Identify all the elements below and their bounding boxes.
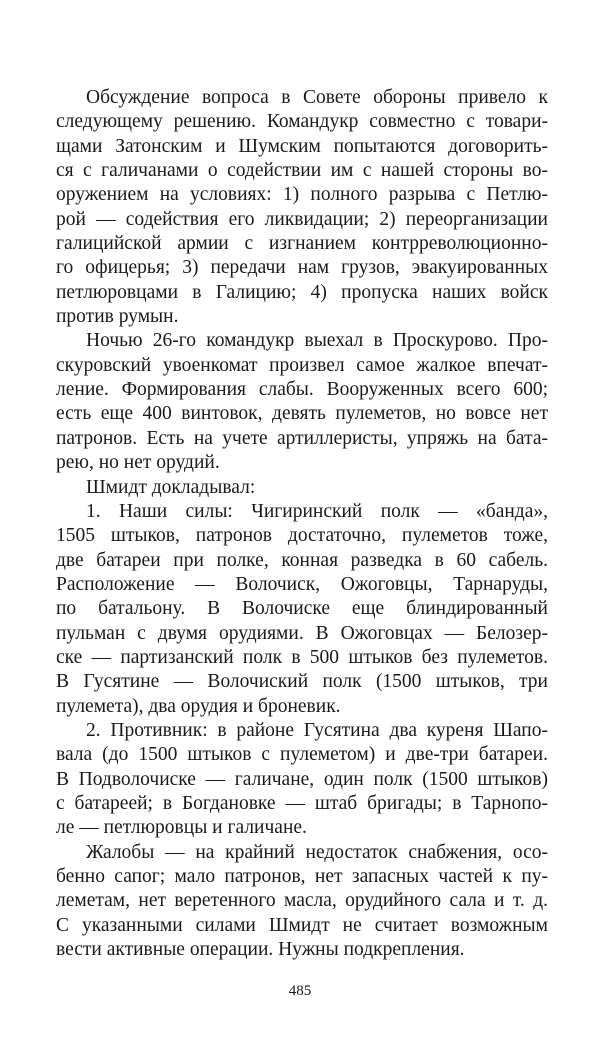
text-line: с батареей; в Богдановке — штаб бригады; в Тарнопо- [56,792,548,814]
text-line: петлюровцами в Галицию; 4) пропуска наших войск [56,281,548,303]
text-line: вести активные операции. Нужны подкрепления. [56,939,465,961]
text-line: вала (до 1500 штыков с пулеметом) и две-три батареи. [56,744,548,766]
text-line: патронов. Есть на учете артиллеристы, упряжь на бата- [56,427,548,449]
text-line: есть еще 400 винтовок, девять пулеметов, но вовсе нет [56,403,548,425]
text-line: ление. Формирования слабы. Вооруженных всего 600; [56,379,548,401]
text-line: следующему решению. Командукр совместно с товари- [56,111,548,133]
text-line: Ночью 26-го командукр выехал в Проскурово. Про- [86,330,548,352]
body-text [56,86,548,962]
text-line: Шмидт докладывал: [86,476,256,498]
text-line: Обсуждение вопроса в Совете обороны привело к [86,87,548,108]
text-line: В Подволочиске — галичане, один полк (1500 штыков) [56,768,548,790]
text-line: скуровский увоенкомат произвел самое жалкое впечат- [56,354,548,376]
text-line: 1. Наши силы: Чигиринский полк — «банда», [86,500,548,522]
text-line: пульман с двумя орудиями. В Ожоговцах — Белозер- [56,622,548,644]
text-line: рой — содействия его ликвидации; 2) переорганизации [56,208,548,230]
text-line: две батареи при полке, конная разведка в 60 сабель. [56,549,548,571]
text-line: рею, но нет орудий. [56,452,220,474]
text-line: против румын. [56,306,179,328]
text-line: щами Затонским и Шумским попытаются договорить- [56,135,548,157]
page-number: 485 [288,983,312,999]
text-line: пулемета), два орудия и броневик. [56,695,341,717]
text-line: ле — петлюровцы и галичане. [56,817,307,839]
text-line: 1505 штыков, патронов достаточно, пулеметов тоже, [56,525,548,547]
text-line: 2. Противник: в районе Гусятина два куреня Шапо- [86,719,548,741]
text-line: Расположение — Волочиск, Ожоговцы, Тарнаруды, [56,573,548,595]
text-line: ся с галичанами о содействии им с нашей стороны во- [56,160,548,182]
text-line: В Гусятине — Волочиский полк (1500 штыков, три [56,671,548,693]
text-line: С указанными силами Шмидт не считает возможным [56,914,548,936]
text-line: оружением на условиях: 1) полного разрыва с Петлю- [56,184,548,206]
text-line: по батальону. В Волочиске еще блиндированный [56,598,548,620]
text-line: леметам, нет веретенного масла, орудийного сала и т. д. [56,890,548,912]
text-line: бенно сапог; мало патронов, нет запасных частей к пу- [56,866,548,887]
text-line: галицийской армии с изгнанием контрреволюционно- [56,233,548,255]
text-line: го офицерья; 3) передачи нам грузов, эвакуированных [56,257,548,279]
text-line: Жалобы — на крайний недостаток снабжения, осо- [86,841,548,863]
text-line: ске — партизанский полк в 500 штыков без пулеметов. [56,646,548,668]
